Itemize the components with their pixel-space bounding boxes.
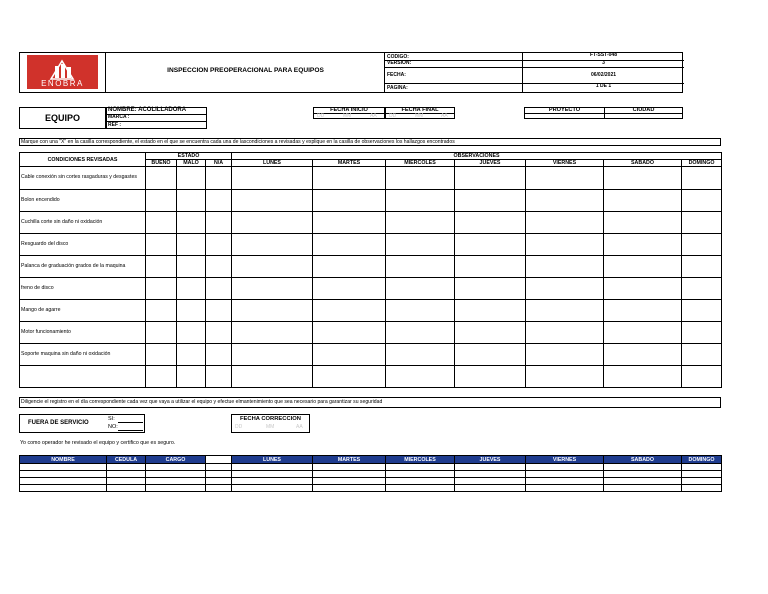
fecha-inicio-label: FECHA INICIO xyxy=(330,107,368,113)
observation-cell[interactable] xyxy=(232,234,313,256)
observation-cell[interactable] xyxy=(232,256,313,278)
signature-header-cell: JUEVES xyxy=(455,456,526,464)
fecha-final-mm: MM xyxy=(415,113,424,119)
version-label: VERSION: xyxy=(387,60,412,66)
signature-header-cell: CEDULA xyxy=(107,456,146,464)
observation-cell[interactable] xyxy=(682,366,722,388)
observaciones-header: OBSERVACIONES xyxy=(232,153,722,160)
condition-row xyxy=(20,344,722,366)
estado-checkbox-cell[interactable] xyxy=(206,300,232,322)
signature-row xyxy=(20,471,722,478)
signature-cell[interactable] xyxy=(146,485,206,492)
condition-row xyxy=(20,190,722,212)
signature-cell[interactable] xyxy=(107,478,146,485)
observation-cell[interactable] xyxy=(526,344,604,366)
note-box xyxy=(19,397,721,408)
observation-cell[interactable] xyxy=(682,190,722,212)
form-title: INSPECCION PREOPERACIONAL PARA EQUIPOS xyxy=(167,67,324,74)
observation-cell[interactable] xyxy=(455,190,526,212)
observation-cell[interactable] xyxy=(232,300,313,322)
fecha-label: FECHA: xyxy=(387,72,406,78)
observation-cell[interactable] xyxy=(455,322,526,344)
signature-header-cell: DOMINGO xyxy=(682,456,722,464)
observation-cell[interactable] xyxy=(526,167,604,190)
signature-cell[interactable] xyxy=(206,485,232,492)
estado-checkbox-cell[interactable] xyxy=(206,344,232,366)
observation-cell[interactable] xyxy=(526,278,604,300)
observation-cell[interactable] xyxy=(455,366,526,388)
signature-cell[interactable] xyxy=(232,485,313,492)
observation-cell[interactable] xyxy=(232,366,313,388)
fecha-correccion-label: FECHA CORRECCION xyxy=(240,416,301,422)
signature-table xyxy=(19,455,722,492)
observation-cell[interactable] xyxy=(682,212,722,234)
day-col-miercoles: MIERCOLES xyxy=(386,160,455,167)
signature-row xyxy=(20,478,722,485)
fecha-final-aa: AA xyxy=(441,113,448,119)
signature-cell[interactable] xyxy=(386,464,455,471)
estado-checkbox-cell[interactable] xyxy=(177,366,206,388)
condition-row xyxy=(20,167,722,190)
observation-cell[interactable] xyxy=(682,322,722,344)
fecha-inicio-box[interactable] xyxy=(313,107,385,119)
signature-header-cell: SABADO xyxy=(604,456,682,464)
condition-row xyxy=(20,212,722,234)
estado-checkbox-cell[interactable] xyxy=(146,234,177,256)
signature-cell[interactable] xyxy=(526,471,604,478)
instruction-text: Marque con una "X" en la casilla correspondiente, el estado en el que se encuentra cada una de lascondiciones a revisadas y explique en la casilla de observaciones los hallazgos encontrados xyxy=(21,139,455,145)
note-text: Diligencie el registro en el día correspondiente cada vez que vaya a utilizar el equipo y efectue elmantenimiento que sea necesario para garantizar su seguridad xyxy=(21,399,383,405)
signature-cell[interactable] xyxy=(206,464,232,471)
equipo-details xyxy=(106,107,207,129)
signature-row xyxy=(20,485,722,492)
signature-cell[interactable] xyxy=(386,471,455,478)
observation-cell[interactable] xyxy=(232,167,313,190)
fuera-servicio-label: FUERA DE SERVICIO xyxy=(28,420,89,426)
pagina-value: 1 DE 1 xyxy=(595,83,612,89)
signature-cell[interactable] xyxy=(682,464,722,471)
estado-checkbox-cell[interactable] xyxy=(177,212,206,234)
estado-checkbox-cell[interactable] xyxy=(177,234,206,256)
signature-row xyxy=(20,464,722,471)
signature-header-cell: NOMBRE xyxy=(20,456,107,464)
signature-cell[interactable] xyxy=(206,478,232,485)
observation-cell[interactable] xyxy=(386,278,455,300)
signature-cell[interactable] xyxy=(232,471,313,478)
pagina-label: PAGINA: xyxy=(387,85,408,91)
day-col-viernes: VIERNES xyxy=(526,160,604,167)
logo-text: ENOBRA xyxy=(41,79,84,88)
fuera-servicio-box xyxy=(19,414,145,433)
fecha-inicio-aa: AA xyxy=(370,113,377,119)
signature-header-cell: CARGO xyxy=(146,456,206,464)
signature-cell[interactable] xyxy=(455,478,526,485)
signature-cell[interactable] xyxy=(313,464,386,471)
observation-cell[interactable] xyxy=(313,300,386,322)
estado-checkbox-cell[interactable] xyxy=(146,344,177,366)
condition-label: Resguardo del disco xyxy=(20,234,146,256)
condition-label: freno de disco xyxy=(20,278,146,300)
observation-cell[interactable] xyxy=(604,278,682,300)
signature-header-cell: MIERCOLES xyxy=(386,456,455,464)
estado-checkbox-cell[interactable] xyxy=(206,322,232,344)
signature-cell[interactable] xyxy=(313,478,386,485)
estado-checkbox-cell[interactable] xyxy=(177,190,206,212)
signature-header-cell: VIERNES xyxy=(526,456,604,464)
fecha-final-dd: DD xyxy=(389,113,397,119)
proyecto-ciudad-box xyxy=(524,107,683,119)
estado-checkbox-cell[interactable] xyxy=(146,300,177,322)
equipo-label-cell xyxy=(19,107,106,129)
observation-cell[interactable] xyxy=(604,344,682,366)
observation-cell[interactable] xyxy=(313,256,386,278)
signature-cell[interactable] xyxy=(386,478,455,485)
estado-checkbox-cell[interactable] xyxy=(206,256,232,278)
observation-cell[interactable] xyxy=(313,366,386,388)
condition-row xyxy=(20,300,722,322)
signature-cell[interactable] xyxy=(604,485,682,492)
no-line[interactable] xyxy=(118,430,143,431)
signature-cell[interactable] xyxy=(455,464,526,471)
observation-cell[interactable] xyxy=(386,234,455,256)
condition-label: Cable conexión sin cortes rasgaduras y desgastes xyxy=(20,167,146,190)
estado-col-malo: MALO xyxy=(177,160,206,167)
condition-label: Cuchilla corte sin daño ni oxidación xyxy=(20,212,146,234)
certify-text: Yo como operador he revisado el equipo y certifico que es seguro. xyxy=(20,440,176,446)
version-value: 3 xyxy=(602,60,605,66)
observation-cell[interactable] xyxy=(682,278,722,300)
observation-cell[interactable] xyxy=(313,322,386,344)
observation-cell[interactable] xyxy=(232,322,313,344)
signature-cell[interactable] xyxy=(107,471,146,478)
si-line[interactable] xyxy=(118,422,143,423)
observation-cell[interactable] xyxy=(682,234,722,256)
equipo-marca: MARCA : xyxy=(108,114,130,120)
observation-cell[interactable] xyxy=(455,167,526,190)
signature-cell[interactable] xyxy=(682,471,722,478)
ciudad-label: CIUDAD xyxy=(632,107,655,113)
estado-checkbox-cell[interactable] xyxy=(206,234,232,256)
instruction-box xyxy=(19,138,721,146)
codigo-value: FT-SST-048 xyxy=(590,52,617,58)
observation-cell[interactable] xyxy=(604,256,682,278)
signature-cell[interactable] xyxy=(455,485,526,492)
signature-cell[interactable] xyxy=(313,471,386,478)
observation-cell[interactable] xyxy=(682,167,722,190)
condition-label xyxy=(20,366,146,388)
correccion-dd: DD xyxy=(235,424,243,430)
proyecto-label: PROYECTO xyxy=(548,107,581,113)
signature-cell[interactable] xyxy=(20,464,107,471)
estado-checkbox-cell[interactable] xyxy=(146,190,177,212)
observation-cell[interactable] xyxy=(682,256,722,278)
signature-cell[interactable] xyxy=(526,478,604,485)
signature-cell[interactable] xyxy=(682,485,722,492)
observation-cell[interactable] xyxy=(386,344,455,366)
day-col-domingo: DOMINGO xyxy=(682,160,722,167)
estado-checkbox-cell[interactable] xyxy=(206,278,232,300)
observation-cell[interactable] xyxy=(526,234,604,256)
observation-cell[interactable] xyxy=(313,278,386,300)
estado-checkbox-cell[interactable] xyxy=(146,212,177,234)
observation-cell[interactable] xyxy=(455,212,526,234)
fecha-inicio-dd: DD xyxy=(317,113,325,119)
estado-checkbox-cell[interactable] xyxy=(177,322,206,344)
observation-cell[interactable] xyxy=(386,300,455,322)
estado-checkbox-cell[interactable] xyxy=(206,212,232,234)
condition-label: Motor funcionamiento xyxy=(20,322,146,344)
equipo-nombre: NOMBRE: ACOLILLADORA xyxy=(108,107,187,113)
observation-cell[interactable] xyxy=(232,344,313,366)
si-label: SI: xyxy=(108,416,115,422)
signature-cell[interactable] xyxy=(107,485,146,492)
codigo-label: CODIGO: xyxy=(387,54,409,60)
estado-checkbox-cell[interactable] xyxy=(146,278,177,300)
observation-cell[interactable] xyxy=(526,322,604,344)
observation-cell[interactable] xyxy=(232,212,313,234)
observation-cell[interactable] xyxy=(313,190,386,212)
day-col-sabado: SABADO xyxy=(604,160,682,167)
estado-header: ESTADO xyxy=(146,153,232,160)
signature-cell[interactable] xyxy=(232,478,313,485)
observation-cell[interactable] xyxy=(386,167,455,190)
estado-col-bueno: BUENO xyxy=(146,160,177,167)
estado-checkbox-cell[interactable] xyxy=(146,256,177,278)
signature-cell[interactable] xyxy=(526,464,604,471)
condiciones-header: CONDICIONES REVISADAS xyxy=(20,153,146,167)
signature-cell[interactable] xyxy=(682,478,722,485)
estado-checkbox-cell[interactable] xyxy=(206,190,232,212)
equipo-label: EQUIPO xyxy=(44,113,80,123)
observation-cell[interactable] xyxy=(386,322,455,344)
estado-checkbox-cell[interactable] xyxy=(146,366,177,388)
condition-row xyxy=(20,322,722,344)
observation-cell[interactable] xyxy=(604,234,682,256)
equipo-ref: REF : xyxy=(108,122,122,128)
observation-cell[interactable] xyxy=(526,300,604,322)
observation-cell[interactable] xyxy=(526,256,604,278)
estado-checkbox-cell[interactable] xyxy=(177,300,206,322)
fecha-value: 06/02/2021 xyxy=(590,72,617,78)
condition-label: Soporte maquina sin daño ni oxidación xyxy=(20,344,146,366)
estado-checkbox-cell[interactable] xyxy=(177,344,206,366)
observation-cell[interactable] xyxy=(682,344,722,366)
observation-cell[interactable] xyxy=(386,212,455,234)
condition-label: Palanca de graduación grados de la maquina xyxy=(20,256,146,278)
observation-cell[interactable] xyxy=(604,212,682,234)
estado-checkbox-cell[interactable] xyxy=(177,167,206,190)
observation-cell[interactable] xyxy=(386,190,455,212)
condition-label: Bolon encendido xyxy=(20,190,146,212)
observation-cell[interactable] xyxy=(313,234,386,256)
fecha-final-label: FECHA FINAL xyxy=(401,107,439,113)
signature-cell[interactable] xyxy=(604,471,682,478)
no-label: NO: xyxy=(108,424,118,430)
signature-header-cell xyxy=(206,456,232,464)
observation-cell[interactable] xyxy=(313,167,386,190)
fecha-correccion-box[interactable] xyxy=(231,414,310,433)
observation-cell[interactable] xyxy=(604,300,682,322)
condition-row xyxy=(20,256,722,278)
signature-cell[interactable] xyxy=(313,485,386,492)
observation-cell[interactable] xyxy=(232,278,313,300)
condition-row xyxy=(20,278,722,300)
observation-cell[interactable] xyxy=(526,212,604,234)
signature-header-cell: MARTES xyxy=(313,456,386,464)
signature-cell[interactable] xyxy=(20,478,107,485)
observation-cell[interactable] xyxy=(604,190,682,212)
company-logo xyxy=(27,55,98,89)
fecha-inicio-mm: MM xyxy=(343,113,352,119)
signature-cell[interactable] xyxy=(232,464,313,471)
day-col-jueves: JUEVES xyxy=(455,160,526,167)
signature-cell[interactable] xyxy=(386,485,455,492)
condition-label: Mango de agarre xyxy=(20,300,146,322)
observation-cell[interactable] xyxy=(313,212,386,234)
observation-cell[interactable] xyxy=(604,167,682,190)
inspection-table xyxy=(19,152,722,388)
observation-cell[interactable] xyxy=(455,234,526,256)
signature-header-cell: LUNES xyxy=(232,456,313,464)
observation-cell[interactable] xyxy=(455,256,526,278)
day-col-lunes: LUNES xyxy=(232,160,313,167)
estado-checkbox-cell[interactable] xyxy=(177,278,206,300)
estado-checkbox-cell[interactable] xyxy=(146,167,177,190)
signature-cell[interactable] xyxy=(604,464,682,471)
estado-checkbox-cell[interactable] xyxy=(206,167,232,190)
signature-cell[interactable] xyxy=(455,471,526,478)
correccion-aa: AA xyxy=(296,424,303,430)
observation-cell[interactable] xyxy=(455,300,526,322)
signature-cell[interactable] xyxy=(146,471,206,478)
correccion-mm: MM xyxy=(266,424,275,430)
condition-row xyxy=(20,234,722,256)
observation-cell[interactable] xyxy=(232,190,313,212)
estado-checkbox-cell[interactable] xyxy=(146,322,177,344)
observation-cell[interactable] xyxy=(455,344,526,366)
observation-cell[interactable] xyxy=(604,366,682,388)
estado-checkbox-cell[interactable] xyxy=(206,366,232,388)
signature-cell[interactable] xyxy=(604,478,682,485)
signature-cell[interactable] xyxy=(206,471,232,478)
day-col-martes: MARTES xyxy=(313,160,386,167)
signature-cell[interactable] xyxy=(146,464,206,471)
observation-cell[interactable] xyxy=(313,344,386,366)
estado-checkbox-cell[interactable] xyxy=(177,256,206,278)
observation-cell[interactable] xyxy=(526,190,604,212)
observation-cell[interactable] xyxy=(455,278,526,300)
signature-cell[interactable] xyxy=(146,478,206,485)
header-meta xyxy=(384,52,683,93)
observation-cell[interactable] xyxy=(526,366,604,388)
estado-col-na: N/A xyxy=(206,160,232,167)
observation-cell[interactable] xyxy=(386,366,455,388)
observation-cell[interactable] xyxy=(682,300,722,322)
observation-cell[interactable] xyxy=(604,322,682,344)
fecha-final-box[interactable] xyxy=(385,107,455,119)
condition-row xyxy=(20,366,722,388)
signature-cell[interactable] xyxy=(107,464,146,471)
signature-cell[interactable] xyxy=(20,485,107,492)
signature-cell[interactable] xyxy=(20,471,107,478)
signature-cell[interactable] xyxy=(526,485,604,492)
observation-cell[interactable] xyxy=(386,256,455,278)
